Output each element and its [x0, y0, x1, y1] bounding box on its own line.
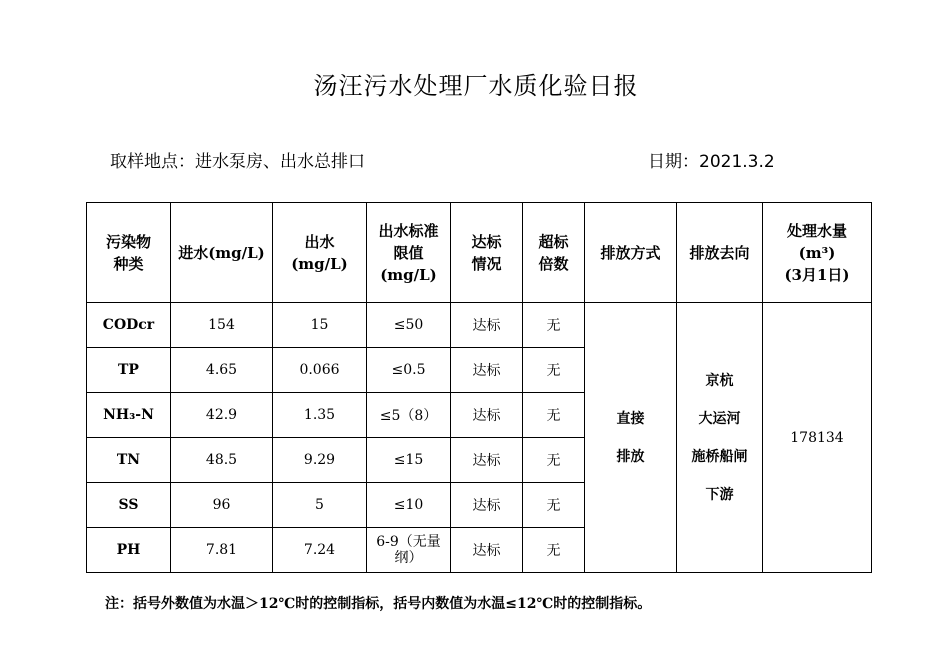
outlet-cell: 5 [273, 483, 367, 528]
outlet-cell: 9.29 [273, 438, 367, 483]
header-destination: 排放去向 [677, 203, 763, 303]
header-limit: 出水标准 限值 (mg/L) [367, 203, 451, 303]
multiple-cell: 无 [523, 438, 585, 483]
water-quality-table [86, 202, 872, 573]
header-status: 达标 情况 [451, 203, 523, 303]
report-date: 日期：2021.3.2 [648, 152, 775, 172]
multiple-cell: 无 [523, 348, 585, 393]
report-title: 汤汪污水处理厂水质化验日报 [313, 72, 639, 100]
inlet-cell: 154 [171, 303, 273, 348]
footnote: 注：括号外数值为水温＞12℃时的控制指标，括号内数值为水温≤12℃时的控制指标。 [105, 596, 652, 612]
outlet-cell: 15 [273, 303, 367, 348]
status-cell: 达标 [451, 528, 523, 573]
pollutant-cell: TN [87, 438, 171, 483]
header-outlet: 出水 (mg/L) [273, 203, 367, 303]
header-volume: 处理水量 (m³) (3月1日) [763, 203, 872, 303]
limit-cell: ≤5（8） [367, 393, 451, 438]
outlet-cell: 0.066 [273, 348, 367, 393]
inlet-cell: 4.65 [171, 348, 273, 393]
multiple-cell: 无 [523, 528, 585, 573]
multiple-cell: 无 [523, 303, 585, 348]
header-pollutant: 污染物 种类 [87, 203, 171, 303]
inlet-cell: 7.81 [171, 528, 273, 573]
outlet-cell: 1.35 [273, 393, 367, 438]
limit-cell: ≤0.5 [367, 348, 451, 393]
limit-cell: 6-9（无量纲） [367, 528, 451, 573]
discharge-method-cell: 直接 排放 [585, 303, 677, 573]
pollutant-cell: PH [87, 528, 171, 573]
header-method: 排放方式 [585, 203, 677, 303]
inlet-cell: 48.5 [171, 438, 273, 483]
outlet-cell: 7.24 [273, 528, 367, 573]
limit-cell: ≤50 [367, 303, 451, 348]
pollutant-cell: CODcr [87, 303, 171, 348]
header-multiple: 超标 倍数 [523, 203, 585, 303]
header-inlet: 进水(mg/L) [171, 203, 273, 303]
pollutant-cell: SS [87, 483, 171, 528]
pollutant-cell: TP [87, 348, 171, 393]
pollutant-cell: NH₃-N [87, 393, 171, 438]
multiple-cell: 无 [523, 393, 585, 438]
sampling-location: 取样地点：进水泵房、出水总排口 [110, 152, 365, 172]
status-cell: 达标 [451, 483, 523, 528]
treated-volume-cell: 178134 [763, 303, 872, 573]
status-cell: 达标 [451, 393, 523, 438]
discharge-destination-cell: 京杭 大运河 施桥船闸 下游 [677, 303, 763, 573]
status-cell: 达标 [451, 438, 523, 483]
status-cell: 达标 [451, 348, 523, 393]
header-row [87, 203, 872, 303]
inlet-cell: 42.9 [171, 393, 273, 438]
multiple-cell: 无 [523, 483, 585, 528]
status-cell: 达标 [451, 303, 523, 348]
limit-cell: ≤10 [367, 483, 451, 528]
table-row [87, 303, 872, 348]
inlet-cell: 96 [171, 483, 273, 528]
limit-cell: ≤15 [367, 438, 451, 483]
